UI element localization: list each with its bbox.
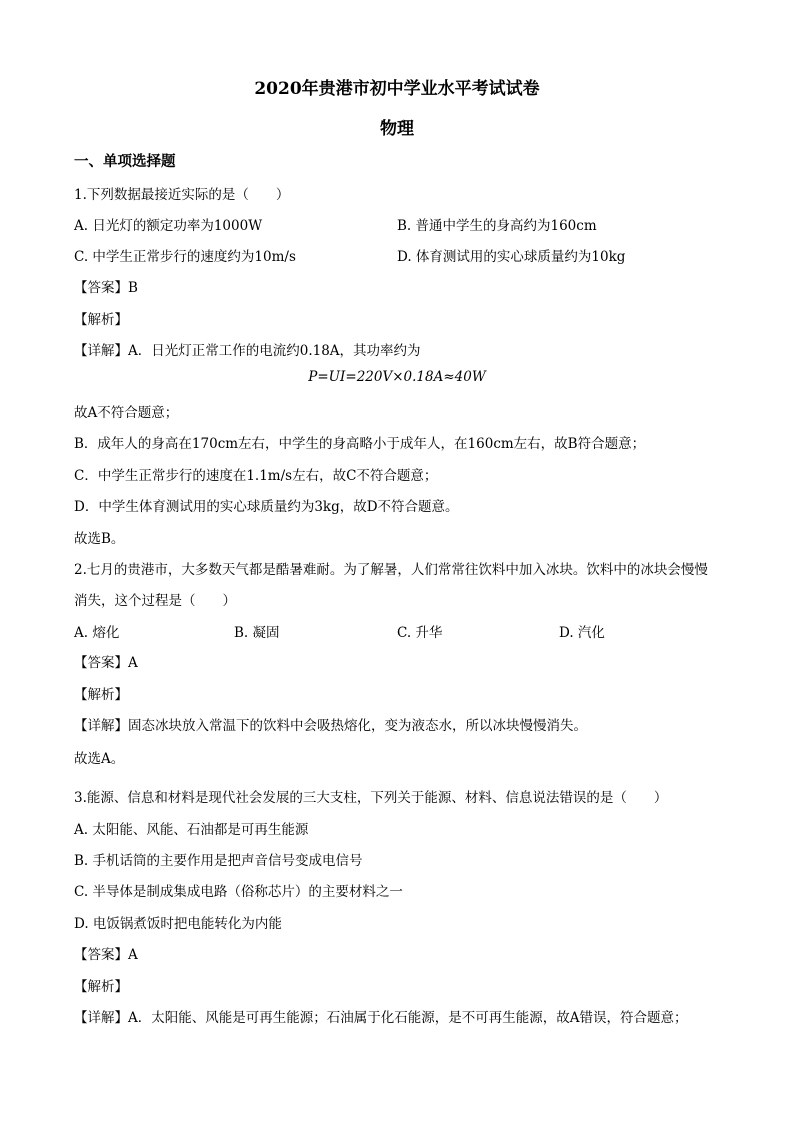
q2-detail: 【详解】固态冰块放入常温下的饮料中会吸热熔化，变为液态水，所以冰块慢慢消失。	[74, 718, 587, 734]
section-heading: 一、单项选择题	[74, 153, 176, 170]
q2-option-d: D. 汽化	[559, 625, 605, 641]
q1-option-c: C. 中学生正常步行的速度约为10m/s	[74, 249, 296, 265]
q1-line-3: C．中学生正常步行的速度在1.1m/s左右，故C不符合题意；	[74, 468, 438, 484]
q2-option-a: A. 熔化	[74, 625, 120, 641]
q1-line-5: 故选B。	[74, 531, 125, 547]
exam-title: 2020年贵港市初中学业水平考试试卷	[254, 79, 540, 99]
q1-formula: P=UI=220V×0.18A≈40W	[308, 369, 486, 385]
q3-option-b: B. 手机话筒的主要作用是把声音信号变成电信号	[74, 853, 363, 869]
q1-analysis: 【解析】	[74, 312, 128, 328]
q1-line-2: B．成年人的身高在170cm左右，中学生的身高略小于成年人，在160cm左右，故B符合题意；	[74, 436, 646, 452]
q1-line-4: D．中学生体育测试用的实心球质量约为3kg，故D不符合题意。	[74, 499, 459, 515]
q1-line-1: 故A不符合题意；	[74, 405, 179, 421]
q2-option-b: B. 凝固	[234, 625, 280, 641]
q1-option-d: D. 体育测试用的实心球质量约为10kg	[397, 249, 626, 265]
q3-detail: 【详解】A．太阳能、风能是可再生能源；石油属于化石能源，是不可再生能源，故A错误，符合题意；	[74, 1010, 688, 1026]
q3-answer: 【答案】A	[74, 947, 138, 963]
q3-stem: 3.能源、信息和材料是现代社会发展的三大支柱，下列关于能源、材料、信息说法错误的是（ ）	[74, 790, 668, 806]
q2-analysis: 【解析】	[74, 687, 128, 703]
subject-title: 物理	[380, 119, 414, 139]
q2-option-c: C. 升华	[397, 625, 443, 641]
q1-option-b: B. 普通中学生的身高约为160cm	[397, 218, 597, 234]
q1-answer: 【答案】B	[74, 280, 138, 296]
q3-analysis: 【解析】	[74, 979, 128, 995]
q2-stem-line-1: 2.七月的贵港市，大多数天气都是酷暑难耐。为了解暑，人们常常往饮料中加入冰块。饮料中的冰块会慢慢	[74, 562, 708, 578]
q2-conclusion: 故选A。	[74, 751, 125, 767]
q1-detail: 【详解】A．日光灯正常工作的电流约0.18A，其功率约为	[74, 343, 421, 359]
q2-stem-line-2: 消失，这个过程是（ ）	[74, 593, 236, 609]
q1-option-a: A. 日光灯的额定功率为1000W	[74, 218, 263, 234]
q3-option-d: D. 电饭锅煮饭时把电能转化为内能	[74, 916, 282, 932]
q3-option-c: C. 半导体是制成集成电路（俗称芯片）的主要材料之一	[74, 884, 403, 900]
q3-option-a: A. 太阳能、风能、石油都是可再生能源	[74, 822, 309, 838]
q1-stem: 1.下列数据最接近实际的是（ ）	[74, 187, 290, 203]
q2-answer: 【答案】A	[74, 655, 138, 671]
